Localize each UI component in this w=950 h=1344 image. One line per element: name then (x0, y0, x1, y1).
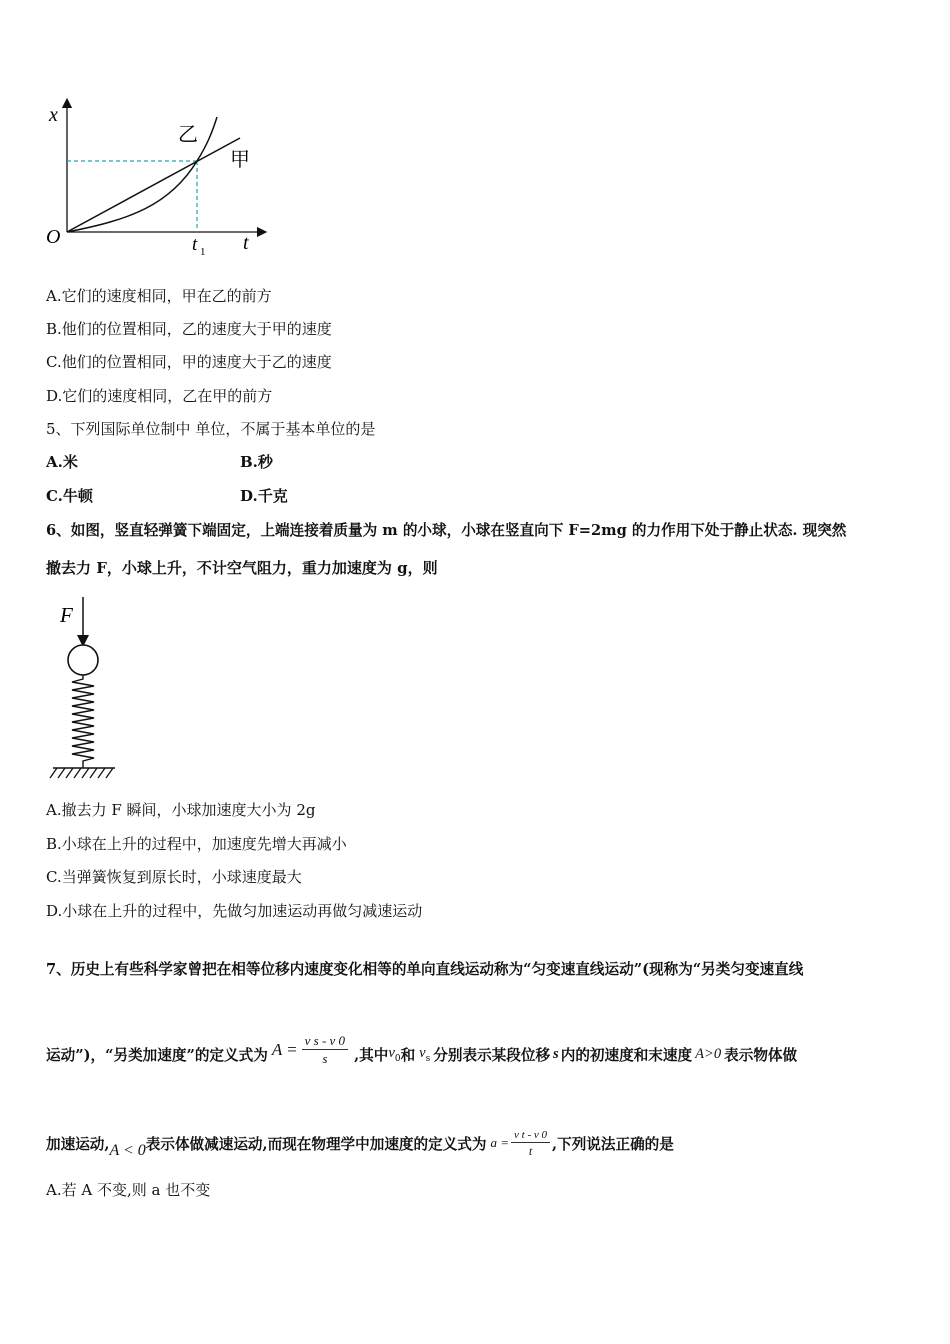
jia-label: 甲 (230, 149, 250, 171)
q5-option-d: D.千克 (240, 487, 288, 505)
q7-line3-suffix: ,下列说法正确的是 (552, 1135, 674, 1153)
v0-symbol: $v_0$ (388, 1045, 401, 1064)
q4-option-b: B.他们的位置相同，乙的速度大于甲的速度 (46, 320, 332, 338)
t1-subscript: 1 (200, 246, 206, 258)
q7-option-a: A.若 A 不变,则 a 也不变 (46, 1181, 211, 1199)
t-axis-label: t (243, 232, 249, 254)
formula-A-fraction (302, 1033, 348, 1068)
origin-label: O (46, 226, 61, 248)
q6-stem-line2: 撤去力 F，小球上升，不计空气阻力，重力加速度为 g，则 (46, 559, 438, 577)
line-jia (67, 138, 240, 232)
vs-symbol: $v_s$ (419, 1045, 431, 1064)
x-t-graph (40, 95, 280, 265)
formula-a-numerator: v t - v 0 (511, 1128, 550, 1143)
formula-A-numerator: v s - v 0 (302, 1033, 348, 1050)
q7-line1: 7、历史上有些科学家曾把在相等位移内速度变化相等的单向直线运动称为“匀变速直线运动”(现称为“另类匀变速直线 (46, 961, 804, 978)
formula-a-denominator: t (528, 1143, 533, 1158)
q4-option-a: A.它们的速度相同，甲在乙的前方 (46, 287, 272, 305)
q6-option-c: C.当弹簧恢复到原长时，小球速度最大 (46, 868, 302, 886)
q5-option-a: A.米 (46, 453, 78, 471)
s-symbol: s (553, 1045, 559, 1062)
q6-option-b: B.小球在上升的过程中，加速度先增大再减小 (46, 835, 347, 853)
q6-stem-line1: 6、如图，竖直轻弹簧下端固定，上端连接着质量为 m 的小球，小球在竖直向下 F=2mg 的力作用下处于静止状态. 现突然 (46, 522, 847, 539)
formula-a-fraction (511, 1128, 550, 1159)
q7-and: 和 (400, 1046, 416, 1064)
ground-hatch (50, 768, 113, 778)
q7-line3-prefix: 加速运动, (46, 1135, 110, 1153)
q7-line2-mid2: 分别表示某段位移 (433, 1046, 551, 1064)
q5-option-b: B.秒 (240, 453, 273, 471)
formula-A-denominator: s (322, 1050, 328, 1066)
q6-option-d: D.小球在上升的过程中，先做匀加速运动再做匀减速运动 (46, 902, 423, 920)
q4-option-d: D.它们的速度相同，乙在甲的前方 (46, 387, 273, 405)
q7-line3-mid: 表示体做减速运动,而现在物理学中加速度的定义式为 (145, 1135, 487, 1153)
q7-line2-prefix: 运动”)，“另类加速度”的定义式为 (46, 1046, 268, 1064)
spring-ball-figure (45, 595, 125, 785)
formula-a (491, 1128, 551, 1159)
q7-line2 (46, 1022, 797, 1078)
ball (68, 645, 98, 675)
q5-stem: 5、下列国际单位制中 单位，不属于基本单位的是 (46, 420, 376, 438)
q7-line2-mid3: 内的初速度和末速度 (560, 1046, 693, 1064)
formula-A (272, 1033, 348, 1068)
q7-line3 (46, 1118, 674, 1168)
q7-line2-mid1: ,其中 (354, 1046, 389, 1064)
q6-option-a: A.撤去力 F 瞬间，小球加速度大小为 2g (46, 801, 316, 819)
t1-label: t (192, 234, 198, 255)
q7-line2-suffix: 表示物体做 (724, 1046, 798, 1064)
a-gt-0: A>0 (695, 1045, 722, 1062)
q5-option-c: C.牛顿 (46, 487, 93, 505)
q4-option-c: C.他们的位置相同，甲的速度大于乙的速度 (46, 353, 332, 371)
formula-A-lhs: A = (271, 1040, 298, 1059)
a-lt-0: A < 0 (109, 1142, 146, 1159)
yi-label: 乙 (178, 124, 198, 146)
formula-a-lhs: a = (490, 1135, 510, 1150)
spring (72, 675, 94, 768)
force-label: F (60, 603, 73, 627)
x-axis-label: x (49, 104, 58, 126)
